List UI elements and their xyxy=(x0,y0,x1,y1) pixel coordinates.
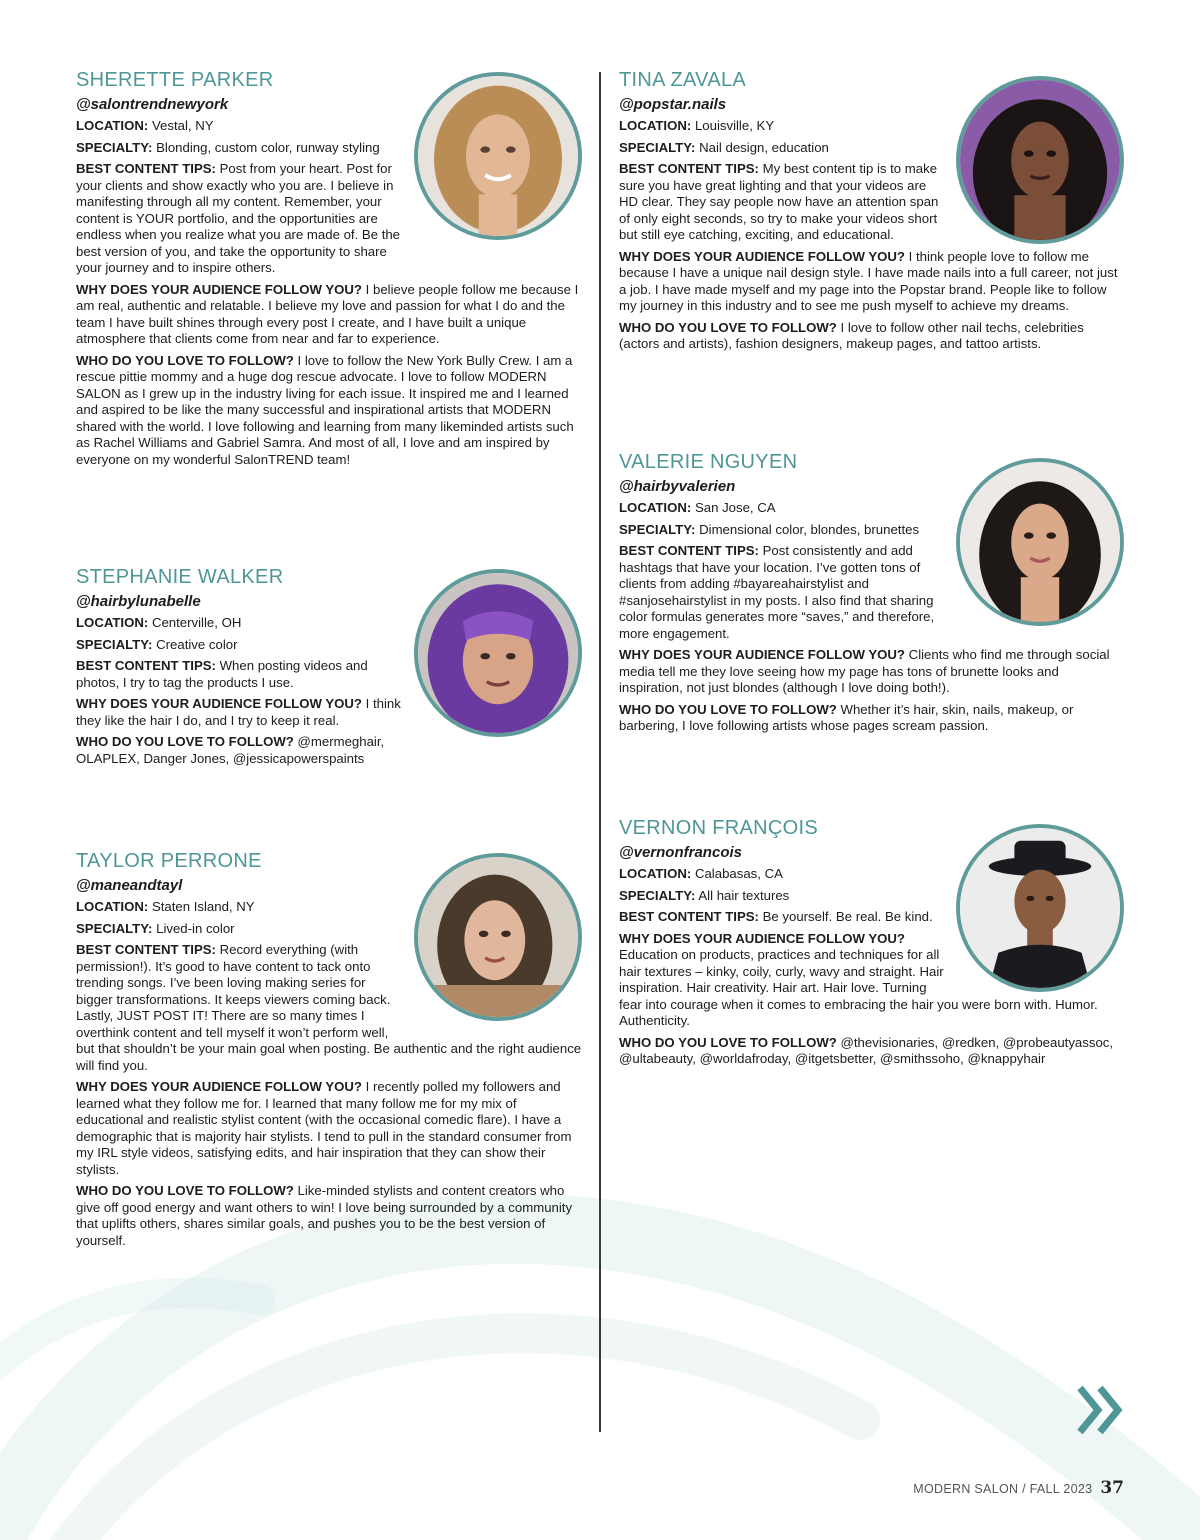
tips-text: When posting videos and photos, I try to tag the products I use. xyxy=(76,658,368,690)
who-paragraph xyxy=(619,1035,1124,1068)
tips-text: Be yourself. Be real. Be kind. xyxy=(758,909,933,924)
who-paragraph xyxy=(76,1183,582,1249)
portrait-photo xyxy=(956,824,1124,992)
column-divider xyxy=(599,72,601,1432)
portrait-photo xyxy=(414,569,582,737)
who-paragraph xyxy=(619,320,1124,353)
portrait-photo xyxy=(956,76,1124,244)
profile-handle: @popstar.nails xyxy=(619,96,727,113)
location-label: LOCATION: xyxy=(619,866,692,881)
who-text: @mermeghair, OLAPLEX, Danger Jones, @jessicapowerspaints xyxy=(76,734,385,766)
tips-label: BEST CONTENT TIPS: xyxy=(619,161,759,176)
who-text: @thevisionaries, @redken, @probeautyassoc, @ultabeauty, @worldafroday, @itgetsbetter, @smithssoho, @knappyhair xyxy=(619,1034,1114,1066)
profile-handle: @hairbyvalerien xyxy=(619,478,736,495)
portrait-illustration xyxy=(960,828,1120,988)
specialty-value: Lived-in color xyxy=(152,920,235,936)
who-paragraph xyxy=(76,734,582,767)
location-label: LOCATION: xyxy=(76,615,149,630)
why-label: WHY DOES YOUR AUDIENCE FOLLOW YOU? xyxy=(619,647,905,662)
profile-vernon-francois xyxy=(619,814,1124,1073)
profile-handle: @salontrendnewyork xyxy=(76,96,229,113)
why-text: Education on products, practices and techniques for all hair textures – kinky, coily, curly, wavy and straight. Hair inspiration. Hair creativity. Hair art. Hair love. Turning fear into courage when it comes to embracing the hair you were born with. Humor. Authenticity. xyxy=(619,947,1098,1028)
why-label: WHY DOES YOUR AUDIENCE FOLLOW YOU? xyxy=(76,696,362,711)
page-number: 37 xyxy=(1100,1478,1124,1498)
specialty-label: SPECIALTY: xyxy=(76,636,153,652)
why-label: WHY DOES YOUR AUDIENCE FOLLOW YOU? xyxy=(619,248,905,264)
why-paragraph xyxy=(619,647,1124,697)
why-paragraph xyxy=(619,249,1124,315)
location-label: LOCATION: xyxy=(619,118,692,133)
specialty-label: SPECIALTY: xyxy=(76,920,153,936)
profile-handle: @maneandtayl xyxy=(76,877,183,894)
location-label: LOCATION: xyxy=(619,500,692,515)
profile-tina-zavala xyxy=(619,66,1124,358)
who-label: WHO DO YOU LOVE TO FOLLOW? xyxy=(76,1183,294,1198)
why-text: I think they like the hair I do, and I try to keep it real. xyxy=(76,696,401,728)
profile-taylor-perrone xyxy=(76,847,582,1254)
specialty-value: All hair textures xyxy=(695,887,790,903)
profile-name: TAYLOR PERRONE xyxy=(76,850,262,872)
who-paragraph xyxy=(619,702,1124,735)
profile-name: STEPHANIE WALKER xyxy=(76,566,284,588)
why-text: I think people love to follow me because I have a unique nail design style. I have made nails into a full career, not just a job. I have made myself and my page into the Popstar brand. People like to follow my journey in this industry and to see me push myself to achieve my dreams. xyxy=(619,248,1118,313)
tips-text: My best content tip is to make sure you have great lighting and that your videos are HD clear. They say people now have an attention span of only eight seconds, so try to make your videos short but still eye catching, exciting, and educational. xyxy=(619,161,939,242)
location-value: Louisville, KY xyxy=(691,118,775,133)
who-label: WHO DO YOU LOVE TO FOLLOW? xyxy=(76,734,294,749)
portrait-photo xyxy=(956,458,1124,626)
why-paragraph xyxy=(76,282,582,348)
specialty-value: Blonding, custom color, runway styling xyxy=(152,139,380,155)
profile-name: VALERIE NGUYEN xyxy=(619,451,798,473)
profile-name: VERNON FRANÇOIS xyxy=(619,817,818,839)
portrait-illustration xyxy=(418,573,578,733)
portrait-illustration xyxy=(418,76,578,236)
who-text: I love to follow the New York Bully Crew. I am a rescue pittie mommy and a huge dog rescue advocate. I love to follow MODERN SALON as I grew up in the industry living for each issue. It inspired me and I learned and aspired to be like the many successful and inspirational artists that MODERN shared with the world. I love following and learning from many likeminded artists such as Rachel Williams and Gabriel Samra. And most of all, I love and am inspired by everyone on my wonderful SalonTREND team! xyxy=(76,352,574,467)
location-value: Vestal, NY xyxy=(148,118,214,133)
specialty-value: Creative color xyxy=(152,636,238,652)
who-text: I love to follow other nail techs, celebrities (actors and artists), fashion designers, makeup pages, and tattoo artists. xyxy=(619,319,1084,351)
why-text: I believe people follow me because I am real, authentic and relatable. I believe my love and passion for what I do and the team I have built shines through every post I create, and I have built a unique atmosphere that clients come from near and far to experience. xyxy=(76,281,579,346)
tips-label: BEST CONTENT TIPS: xyxy=(76,161,216,176)
specialty-value: Nail design, education xyxy=(695,139,829,155)
tips-text: Post from your heart. Post for your clients and show exactly who you are. I believe in manifesting through all my content. Remember, your content is YOUR portfolio, and the opportunities are endless when you realize what you are made of. Be the best version of you, and take the opportunity to share your journey and to inspire others. xyxy=(76,161,401,275)
why-label: WHY DOES YOUR AUDIENCE FOLLOW YOU? xyxy=(76,1079,362,1094)
who-label: WHO DO YOU LOVE TO FOLLOW? xyxy=(619,701,837,717)
profile-sherette-parker xyxy=(76,66,582,473)
who-label: WHO DO YOU LOVE TO FOLLOW? xyxy=(619,1034,837,1050)
location-value: Staten Island, NY xyxy=(148,899,255,914)
specialty-value: Dimensional color, blondes, brunettes xyxy=(695,521,920,537)
tips-label: BEST CONTENT TIPS: xyxy=(76,942,216,957)
why-label: WHY DOES YOUR AUDIENCE FOLLOW YOU? xyxy=(619,930,905,946)
publication-info: MODERN SALON / FALL 2023 xyxy=(913,1482,1093,1496)
specialty-label: SPECIALTY: xyxy=(619,887,696,903)
who-label: WHO DO YOU LOVE TO FOLLOW? xyxy=(619,319,837,335)
profile-handle: @vernonfrancois xyxy=(619,844,742,861)
location-label: LOCATION: xyxy=(76,118,149,133)
profile-name: TINA ZAVALA xyxy=(619,69,747,91)
portrait-photo xyxy=(414,72,582,240)
location-value: Calabasas, CA xyxy=(691,866,783,881)
portrait-illustration xyxy=(418,857,578,1017)
profile-name: SHERETTE PARKER xyxy=(76,69,274,91)
who-label: WHO DO YOU LOVE TO FOLLOW? xyxy=(76,352,294,368)
why-paragraph xyxy=(76,1079,582,1178)
tips-label: BEST CONTENT TIPS: xyxy=(619,543,759,558)
portrait-photo xyxy=(414,853,582,1021)
tips-text: Record everything (with permission!). It’s good to have content to tack onto trending songs. I’ve been loving making series for bigger transformations. It keeps viewers coming back. Lastly, JUST POST IT! There are so many times I overthink content and tell myself it won’t perform well, but that shouldn’t be your main goal when posting. Be authentic and the right audience will find you. xyxy=(76,942,582,1073)
portrait-illustration xyxy=(960,462,1120,622)
location-value: San Jose, CA xyxy=(691,500,776,515)
profile-valerie-nguyen xyxy=(619,448,1124,740)
location-value: Centerville, OH xyxy=(148,615,242,630)
why-text: Clients who find me through social media tell me they love seeing how my page has tons of brunette looks and inspiration, not just blondes (although I love doing both!). xyxy=(619,647,1110,695)
who-text: Like-minded stylists and content creators who give off good energy and want others to win! I love being surrounded by a community that uplifts others, shares similar goals, and pushes you to be the best version of yourself. xyxy=(76,1183,573,1248)
location-label: LOCATION: xyxy=(76,899,149,914)
portrait-illustration xyxy=(960,80,1120,240)
who-paragraph xyxy=(76,353,582,469)
double-chevron-right-icon[interactable] xyxy=(1074,1384,1128,1436)
profile-handle: @hairbylunabelle xyxy=(76,593,201,610)
specialty-label: SPECIALTY: xyxy=(619,521,696,537)
tips-text: Post consistently and add hashtags that have your location. I’ve gotten tons of clients from adding #bayareahairstylist and #sanjosehairstylist in my posts. I also find that sharing color formulas generates more “saves,” and therefore, more engagement. xyxy=(619,543,935,641)
who-text: Whether it’s hair, skin, nails, makeup, or barbering, I love following artists whose pages scream passion. xyxy=(619,701,1074,733)
why-label: WHY DOES YOUR AUDIENCE FOLLOW YOU? xyxy=(76,281,362,297)
why-text: I recently polled my followers and learned what they follow me for. I learned that many follow me for my mix of educational and realistic stylist content (with the occasional comedic flare). I have a demographic that is majority hair stylists. I tend to pull in the standard consumer from my IRL style videos, satisfying edits, and hair inspiration that they can show their stylists. xyxy=(76,1079,572,1177)
specialty-label: SPECIALTY: xyxy=(76,139,153,155)
profile-stephanie-walker xyxy=(76,563,582,772)
tips-label: BEST CONTENT TIPS: xyxy=(76,658,216,673)
specialty-label: SPECIALTY: xyxy=(619,139,696,155)
tips-label: BEST CONTENT TIPS: xyxy=(619,909,759,924)
page-footer xyxy=(913,1478,1124,1498)
